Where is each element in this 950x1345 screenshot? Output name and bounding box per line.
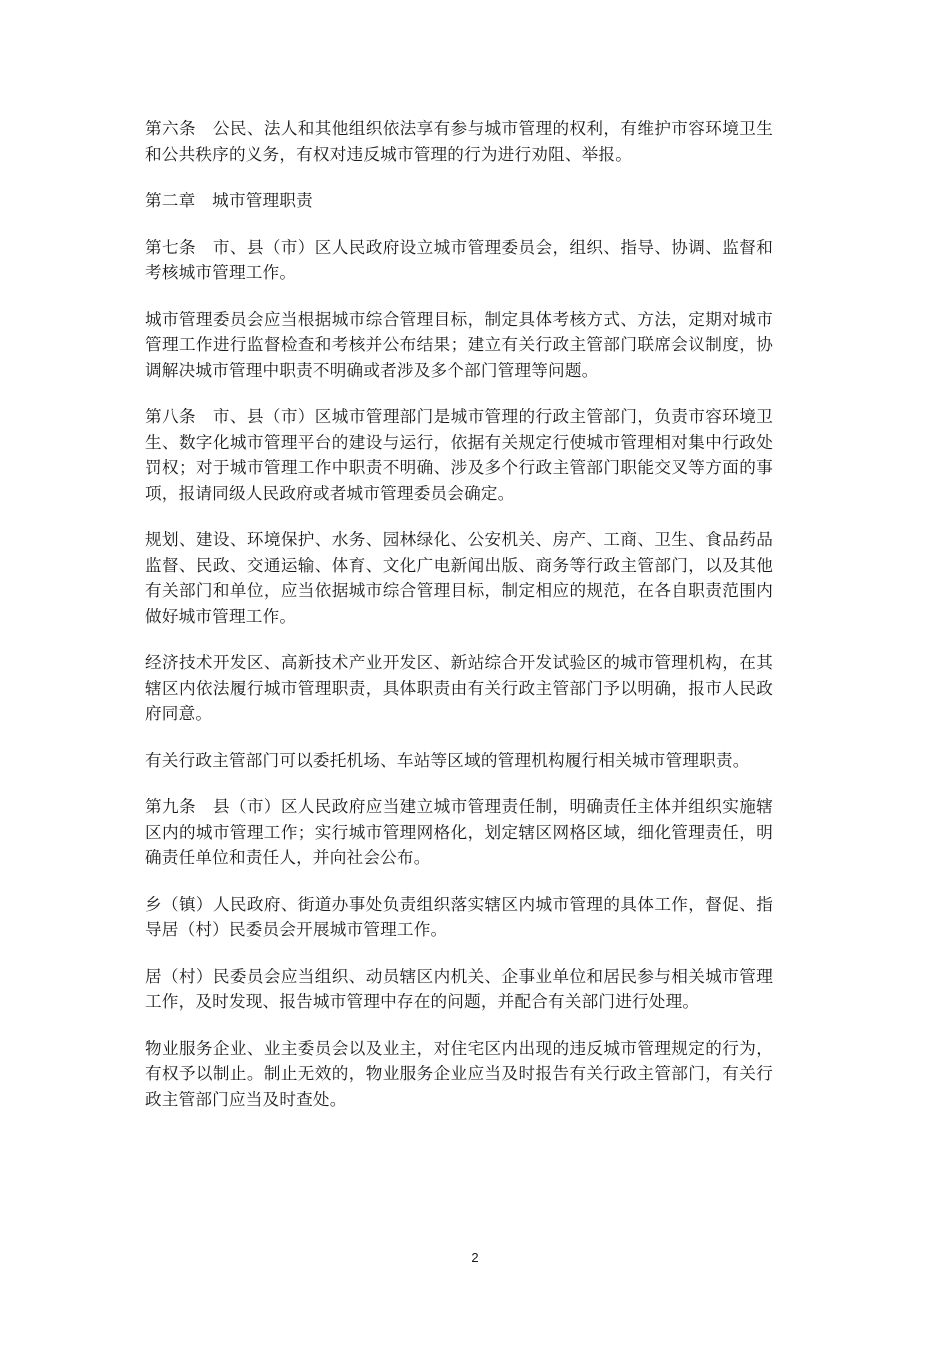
paragraph-residents-committee: 居（村）民委员会应当组织、动员辖区内机关、企事业单位和居民参与相关城市管理工作，及时发现、报告城市管理中存在的问题，并配合有关部门进行处理。	[145, 966, 773, 1011]
paragraph-committee-duties: 城市管理委员会应当根据城市综合管理目标，制定具体考核方式、方法，定期对城市管理工作进行监督检查和考核并公布结果；建立有关行政主管部门联席会议制度，协调解决城市管理中职责不明确或者涉及多个部门管理等问题。	[145, 309, 773, 380]
document-body	[145, 116, 773, 1133]
paragraph-article-6: 第六条 公民、法人和其他组织依法享有参与城市管理的权利，有维护市容环境卫生和公共秩序的义务，有权对违反城市管理的行为进行劝阻、举报。	[145, 119, 773, 164]
paragraph-article-9: 第九条 县（市）区人民政府应当建立城市管理责任制，明确责任主体并组织实施辖区内的城市管理工作；实行城市管理网格化，划定辖区网格区域，细化管理责任，明确责任单位和责任人，并向社会公布。	[145, 797, 773, 867]
paragraph-article-8: 第八条 市、县（市）区城市管理部门是城市管理的行政主管部门，负责市容环境卫生、数字化城市管理平台的建设与运行，依据有关规定行使城市管理相对集中行政处罚权；对于城市管理工作中职责不明确、涉及多个行政主管部门职能交叉等方面的事项，报请同级人民政府或者城市管理委员会确定。	[145, 407, 773, 503]
paragraph-township: 乡（镇）人民政府、街道办事处负责组织落实辖区内城市管理的具体工作，督促、指导居（村）民委员会开展城市管理工作。	[145, 894, 773, 939]
paragraph-property-services: 物业服务企业、业主委员会以及业主，对住宅区内出现的违反城市管理规定的行为，有权予以制止。制止无效的，物业服务企业应当及时报告有关行政主管部门，有关行政主管部门应当及时查处。	[145, 1038, 773, 1109]
paragraph-development-zones: 经济技术开发区、高新技术产业开发区、新站综合开发试验区的城市管理机构，在其辖区内依法履行城市管理职责，具体职责由有关行政主管部门予以明确，报市人民政府同意。	[145, 653, 773, 723]
paragraph-delegation: 有关行政主管部门可以委托机场、车站等区域的管理机构履行相关城市管理职责。	[145, 750, 750, 770]
paragraph-article-7: 第七条 市、县（市）区人民政府设立城市管理委员会，组织、指导、协调、监督和考核城市管理工作。	[145, 237, 773, 282]
page-number: 2	[471, 1250, 479, 1265]
chapter-heading: 第二章 城市管理职责	[145, 191, 313, 210]
paragraph-departments: 规划、建设、环境保护、水务、园林绿化、公安机关、房产、工商、卫生、食品药品监督、民政、交通运输、体育、文化广电新闻出版、商务等行政主管部门，以及其他有关部门和单位，应当依据城市综合管理目标，制定相应的规范，在各自职责范围内做好城市管理工作。	[145, 530, 773, 626]
